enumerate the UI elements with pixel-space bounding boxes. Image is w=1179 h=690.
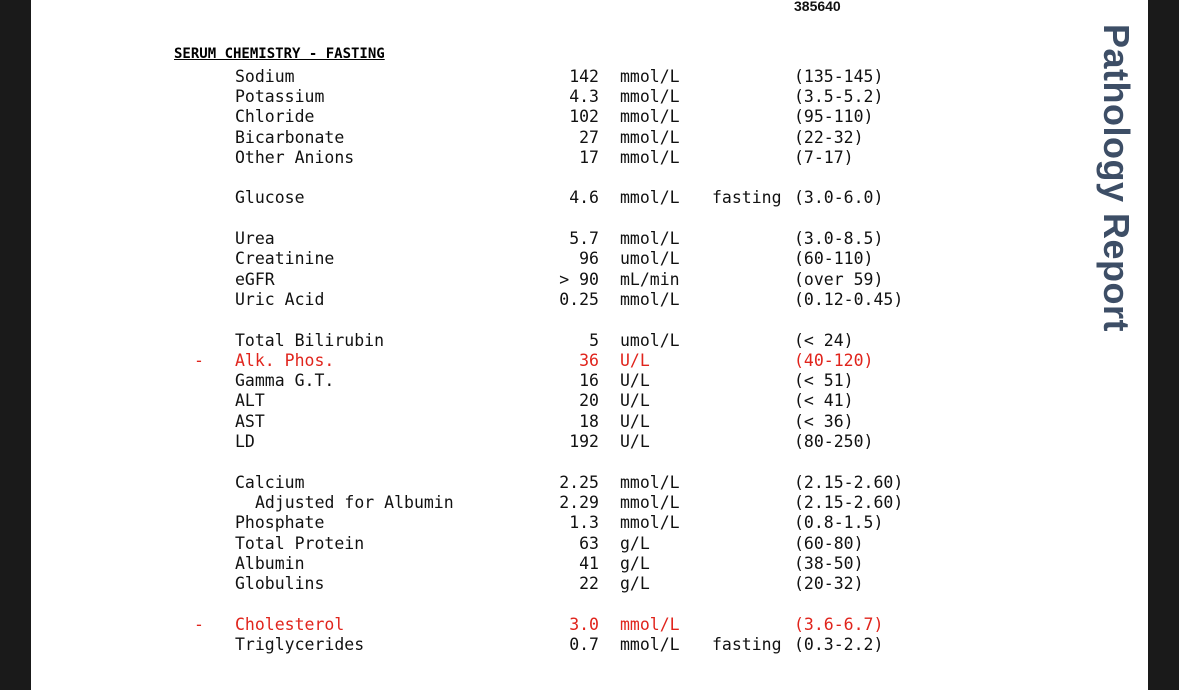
result-value: 4.6 [569,188,599,207]
result-unit: U/L [620,412,650,431]
result-row [31,229,1148,249]
test-name: Glucose [235,188,305,207]
test-name: Urea [235,229,275,248]
result-unit: mmol/L [620,148,680,167]
result-row [31,107,1148,127]
result-row [31,635,1148,655]
result-row [31,371,1148,391]
result-unit: umol/L [620,331,680,350]
result-row [31,351,1148,371]
result-row [31,473,1148,493]
result-value: 102 [569,107,599,126]
result-unit: mL/min [620,270,680,289]
result-row [31,391,1148,411]
test-name: Gamma G.T. [235,371,335,390]
reference-range: (2.15-2.60) [794,493,904,512]
result-value: 5.7 [569,229,599,248]
reference-range: (22-32) [794,128,864,147]
test-name: Calcium [235,473,305,492]
result-value: 17 [579,148,599,167]
result-unit: umol/L [620,249,680,268]
reference-range: (135-145) [794,67,884,86]
reference-range: (< 36) [794,412,854,431]
result-unit: g/L [620,534,650,553]
reference-range: (< 41) [794,391,854,410]
result-unit: U/L [620,391,650,410]
flag-marker: - [194,351,204,370]
result-value: 63 [579,534,599,553]
result-row [31,188,1148,208]
result-row [31,554,1148,574]
result-unit: mmol/L [620,188,680,207]
flag-marker: - [194,615,204,634]
test-name: ALT [235,391,265,410]
test-name: LD [235,432,255,451]
result-value: 142 [569,67,599,86]
result-row [31,290,1148,310]
reference-range: (60-110) [794,249,874,268]
result-value: 4.3 [569,87,599,106]
result-unit: mmol/L [620,67,680,86]
result-unit: mmol/L [620,107,680,126]
test-name: Total Bilirubin [235,331,385,350]
test-name: Globulins [235,574,325,593]
test-name: eGFR [235,270,275,289]
reference-range: (0.12-0.45) [794,290,904,309]
reference-range: (20-32) [794,574,864,593]
result-value: 0.25 [559,290,599,309]
result-row [31,493,1148,513]
result-value: 18 [579,412,599,431]
test-name: Potassium [235,87,325,106]
test-name: Cholesterol [235,615,345,634]
result-note: fasting [712,188,782,207]
result-unit: mmol/L [620,128,680,147]
result-unit: mmol/L [620,493,680,512]
result-row [31,249,1148,269]
result-row [31,148,1148,168]
result-value: 27 [579,128,599,147]
result-value: 36 [579,351,599,370]
test-name: Phosphate [235,513,325,532]
test-name: Uric Acid [235,290,325,309]
reference-range: (over 59) [794,270,884,289]
reference-range: (3.5-5.2) [794,87,884,106]
result-unit: g/L [620,574,650,593]
result-row [31,513,1148,533]
reference-range: (7-17) [794,148,854,167]
result-unit: mmol/L [620,229,680,248]
result-value: 16 [579,371,599,390]
reference-range: (40-120) [794,351,874,370]
result-value: 5 [589,331,599,350]
reference-range: (60-80) [794,534,864,553]
report-page [31,0,1148,690]
reference-range: (95-110) [794,107,874,126]
reference-range: (< 51) [794,371,854,390]
test-name: Chloride [235,107,315,126]
result-row [31,412,1148,432]
reference-range: (< 24) [794,331,854,350]
result-row [31,615,1148,635]
result-unit: U/L [620,432,650,451]
result-unit: mmol/L [620,635,680,654]
report-title: Pathology Report [1096,24,1137,333]
test-name: Albumin [235,554,305,573]
result-row [31,87,1148,107]
result-unit: mmol/L [620,615,680,634]
result-row [31,432,1148,452]
result-value: 0.7 [569,635,599,654]
section-title: SERUM CHEMISTRY - FASTING [174,46,385,62]
reference-range: (38-50) [794,554,864,573]
reference-range: (3.0-6.0) [794,188,884,207]
result-value: > 90 [559,270,599,289]
result-value: 2.25 [559,473,599,492]
test-name: Creatinine [235,249,335,268]
result-row [31,270,1148,290]
result-value: 2.29 [559,493,599,512]
test-name: AST [235,412,265,431]
result-row [31,331,1148,351]
result-unit: mmol/L [620,513,680,532]
result-row [31,128,1148,148]
result-value: 41 [579,554,599,573]
reference-range: (80-250) [794,432,874,451]
test-name: Other Anions [235,148,355,167]
result-unit: g/L [620,554,650,573]
reference-range: (0.8-1.5) [794,513,884,532]
test-name: Triglycerides [235,635,365,654]
result-value: 96 [579,249,599,268]
test-name: Total Protein [235,534,365,553]
report-id: 385640 [794,0,841,14]
test-name: Sodium [235,67,295,86]
result-row [31,574,1148,594]
result-value: 22 [579,574,599,593]
result-unit: U/L [620,351,650,370]
result-note: fasting [712,635,782,654]
result-unit: mmol/L [620,290,680,309]
test-name: Bicarbonate [235,128,345,147]
result-row [31,67,1148,87]
test-name: Adjusted for Albumin [255,493,454,512]
reference-range: (3.0-8.5) [794,229,884,248]
reference-range: (3.6-6.7) [794,615,884,634]
reference-range: (2.15-2.60) [794,473,904,492]
result-unit: mmol/L [620,473,680,492]
result-value: 192 [569,432,599,451]
result-value: 20 [579,391,599,410]
reference-range: (0.3-2.2) [794,635,884,654]
result-unit: U/L [620,371,650,390]
result-value: 1.3 [569,513,599,532]
result-value: 3.0 [569,615,599,634]
result-row [31,534,1148,554]
result-unit: mmol/L [620,87,680,106]
test-name: Alk. Phos. [235,351,335,370]
